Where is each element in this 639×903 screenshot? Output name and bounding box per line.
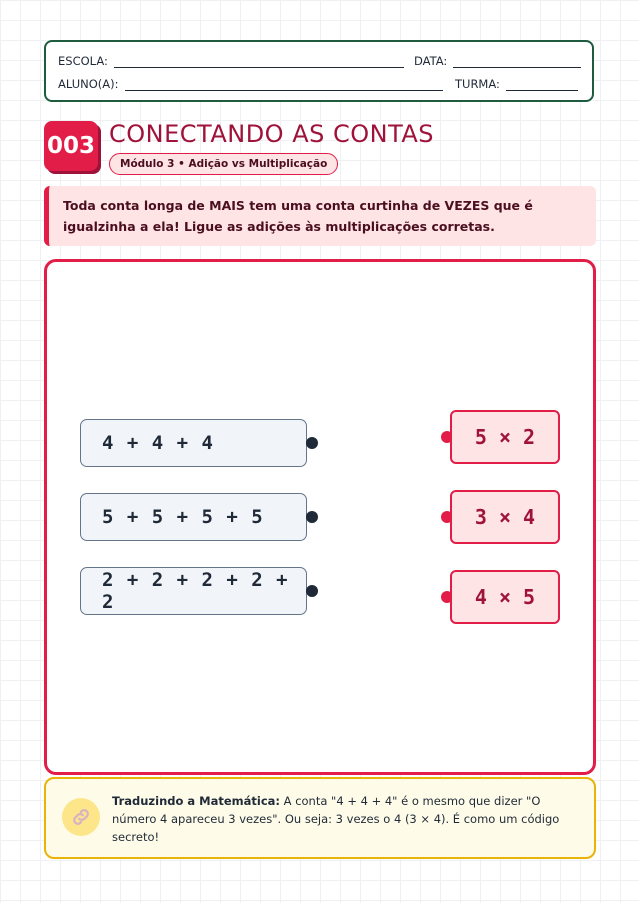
multiplication-card[interactable]: 4 × 5 xyxy=(450,570,560,624)
tip-box xyxy=(44,777,596,859)
turma-line[interactable] xyxy=(506,89,578,91)
tip-text xyxy=(112,792,582,846)
aluno-line[interactable] xyxy=(125,89,443,91)
tip-heading: Traduzindo a Matemática: xyxy=(112,794,281,808)
data-line[interactable] xyxy=(453,66,581,68)
addition-card[interactable]: 5 + 5 + 5 + 5 xyxy=(80,493,307,541)
multiplication-card[interactable]: 5 × 2 xyxy=(450,410,560,464)
multiplication-card[interactable]: 3 × 4 xyxy=(450,490,560,544)
escola-line[interactable] xyxy=(114,66,404,68)
data-label: DATA: xyxy=(414,54,448,68)
student-info-box xyxy=(44,40,594,102)
activity-number-badge: 003 xyxy=(44,121,98,171)
link-icon xyxy=(62,798,100,836)
data-row xyxy=(414,54,581,68)
addition-connector-dot[interactable] xyxy=(306,511,318,523)
addition-card[interactable]: 2 + 2 + 2 + 2 + 2 xyxy=(80,567,307,615)
instruction-box: Toda conta longa de MAIS tem uma conta curtinha de VEZES que é igualzinha a ela! Ligue as adições às multiplicações corretas. xyxy=(44,186,596,246)
aluno-row xyxy=(58,77,443,91)
addition-connector-dot[interactable] xyxy=(306,437,318,449)
addition-card[interactable]: 4 + 4 + 4 xyxy=(80,419,307,467)
turma-row xyxy=(455,77,578,91)
turma-label: TURMA: xyxy=(455,77,500,91)
module-pill: Módulo 3 • Adição vs Multiplicação xyxy=(109,153,338,175)
addition-connector-dot[interactable] xyxy=(306,585,318,597)
escola-row xyxy=(58,54,404,68)
page-title: CONECTANDO AS CONTAS xyxy=(109,120,435,148)
escola-label: ESCOLA: xyxy=(58,54,108,68)
tip-body: A conta "4 + 4 + 4" é o mesmo que dizer "O número 4 apareceu 3 vezes". Ou seja: 3 vezes o 4 (3 × 4). É como um código secreto! xyxy=(112,794,560,844)
aluno-label: ALUNO(A): xyxy=(58,77,119,91)
